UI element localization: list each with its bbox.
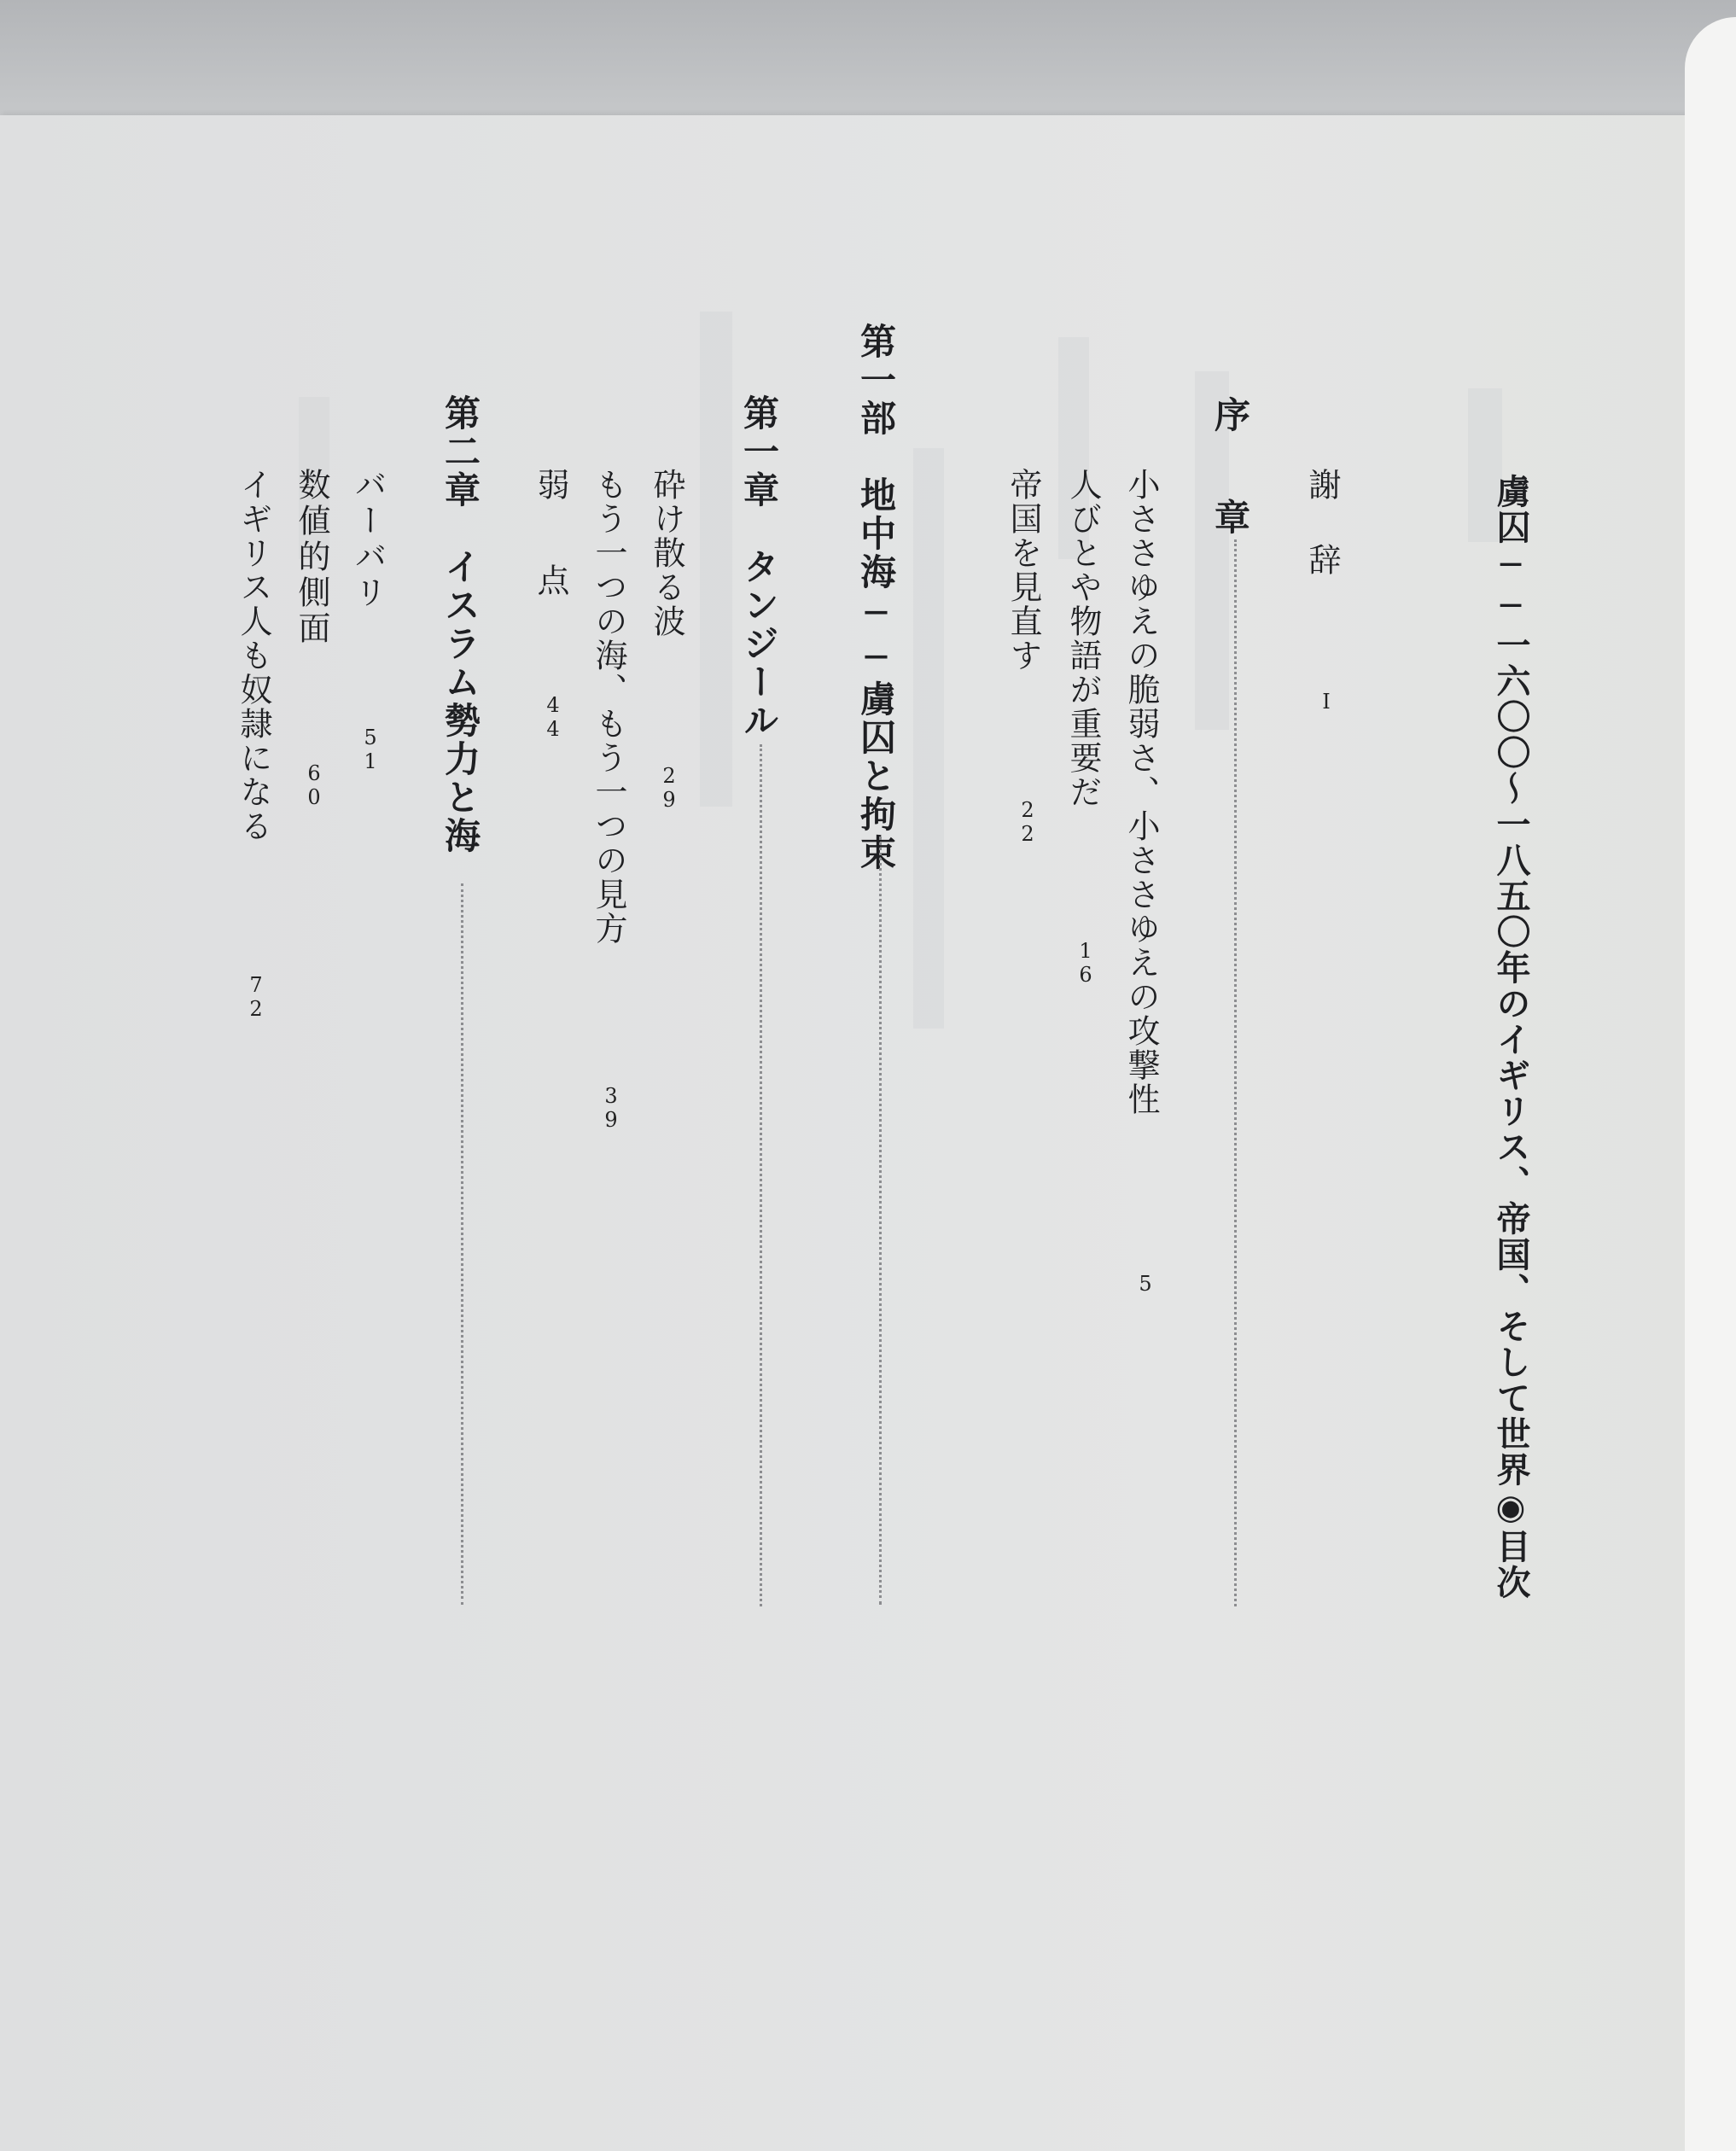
bleed-through (913, 448, 944, 1029)
dotted-leader (1234, 539, 1237, 1606)
acknowledgments-label: 謝 辞 (1303, 468, 1341, 580)
section-title: 人びとや物語が重要だ (1064, 468, 1102, 809)
dotted-leader (760, 744, 762, 1606)
page-number: 29 (657, 764, 681, 812)
chapter-heading: 第一章 タンジール (738, 394, 780, 740)
section-title: 小ささゆえの脆弱さ、小ささゆえの攻撃性 (1122, 468, 1160, 1116)
dotted-leader (879, 836, 882, 1605)
bleed-through (700, 312, 732, 807)
page-edge (1685, 17, 1736, 2151)
section-title: 帝国を見直す (1005, 468, 1042, 673)
page-number: 44 (541, 693, 565, 741)
part-heading: 第一部 地中海──虜囚と拘束 (855, 323, 897, 872)
page-number: 60 (302, 761, 326, 809)
prologue-heading: 序 章 (1209, 396, 1251, 550)
page-number: 22 (1016, 798, 1040, 846)
section-title: 砕け散る波 (648, 468, 685, 638)
page-number: 72 (244, 973, 268, 1021)
page-number: 51 (358, 726, 382, 773)
section-title: イギリス人も奴隷になる (235, 468, 272, 843)
background-shadow (0, 0, 1736, 120)
page-number: I (1314, 690, 1338, 714)
toc-title: 虜囚──一六〇〇〜一八五〇年のイギリス、帝国、そして世界◉目次 (1491, 474, 1530, 1600)
section-title: もう一つの海、もう一つの見方 (590, 468, 627, 946)
page-number: 16 (1074, 939, 1098, 987)
dotted-leader (461, 883, 463, 1605)
page-number: 39 (599, 1084, 623, 1132)
book-page (0, 115, 1694, 2151)
section-title: 弱 点 (532, 468, 569, 611)
page-number: 5 (1133, 1272, 1157, 1296)
section-title: 数値的側面 (293, 468, 330, 647)
section-title: バーバリ (349, 468, 387, 611)
chapter-heading: 第二章 イスラム勢力と海 (440, 394, 481, 855)
